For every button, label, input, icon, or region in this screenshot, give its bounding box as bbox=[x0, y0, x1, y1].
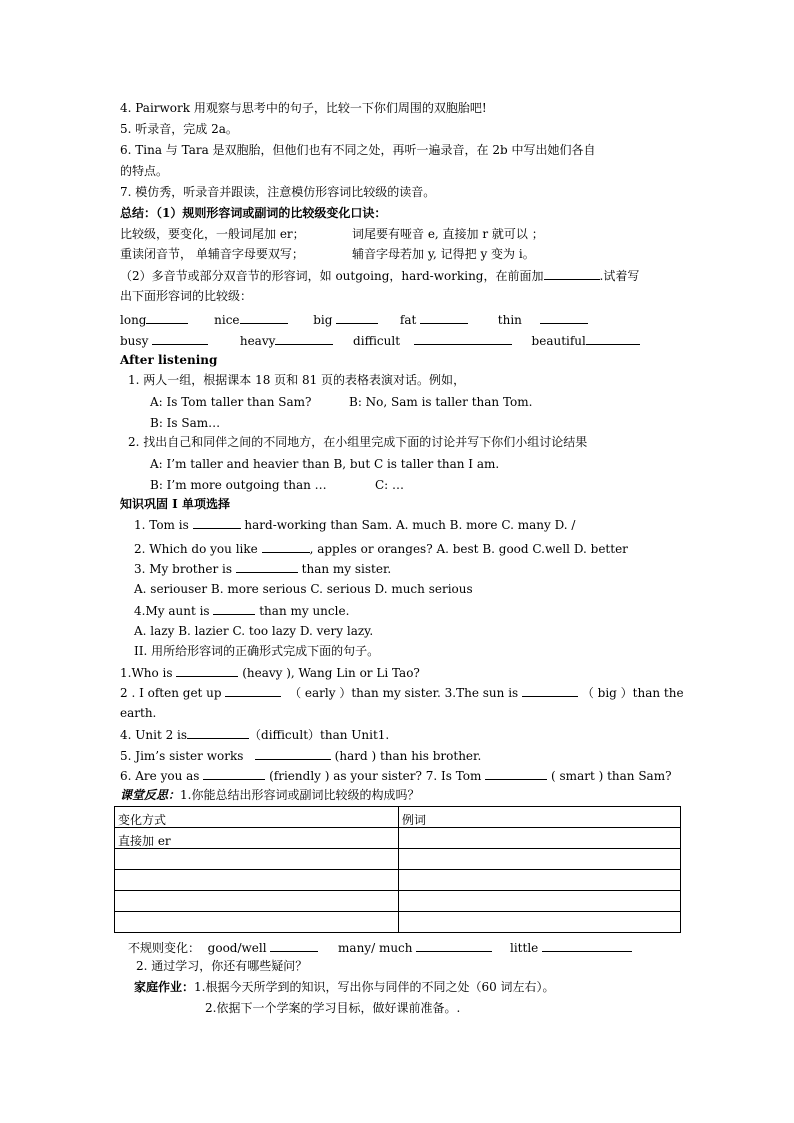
answer-blank[interactable] bbox=[542, 939, 632, 952]
adjective-word: fat bbox=[399, 313, 417, 327]
answer-blank[interactable] bbox=[414, 332, 512, 345]
table-cell[interactable] bbox=[399, 849, 681, 870]
question-2: 2. Which do you like , apples or oranges? A. best B. good C.well D. better bbox=[134, 542, 628, 556]
answer-blank[interactable] bbox=[255, 747, 331, 760]
reflection-label: 课堂反思： bbox=[120, 788, 181, 802]
answer-blank[interactable] bbox=[240, 311, 288, 324]
example-b: B: No, Sam is taller than Tom. bbox=[349, 395, 533, 409]
answer-blank[interactable] bbox=[586, 332, 640, 345]
answer-blank[interactable] bbox=[213, 602, 255, 615]
table-header-cell: 例词 bbox=[399, 807, 681, 828]
question-1: 1. Tom is hard-working than Sam. A. much B. more C. many D. / bbox=[134, 518, 576, 532]
table-row bbox=[115, 891, 681, 912]
table-header-row bbox=[115, 807, 681, 828]
adjective-word: difficult bbox=[353, 334, 401, 348]
rule-line-1a: 比较级，要变化，一般词尾加 er； bbox=[120, 227, 305, 241]
irregular-word: good/well bbox=[207, 941, 267, 955]
table-row bbox=[115, 870, 681, 891]
irregular-label: 不规则变化： bbox=[128, 941, 201, 955]
adjective-word: beautiful bbox=[531, 334, 586, 348]
fill-1: 1.Who is (heavy ), Wang Lin or Li Tao? bbox=[120, 666, 420, 680]
rule-instruction: 出下面形容词的比较级： bbox=[120, 289, 253, 303]
example-b2: B: Is Sam… bbox=[150, 416, 221, 430]
adjective-row-1 bbox=[120, 311, 588, 328]
activity-6: 6. Tina 与 Tara 是双胞胎，但他们也有不同之处，再听一遍录音，在 2b 中写出她们各自 bbox=[120, 143, 596, 157]
table-cell[interactable] bbox=[115, 912, 399, 933]
table-cell[interactable] bbox=[115, 891, 399, 912]
example-a2: A: I’m taller and heavier than B, but C is taller than I am. bbox=[150, 457, 500, 471]
example-b3: B: I’m more outgoing than … bbox=[150, 478, 327, 492]
fill-5: 5. Jim’s sister works (hard ) than his brother. bbox=[120, 749, 482, 763]
reflection-question: 1.你能总结出形容词或副词比较级的构成吗？ bbox=[180, 788, 420, 802]
question-3: 3. My brother is than my sister. bbox=[134, 562, 392, 576]
table-cell[interactable] bbox=[115, 870, 399, 891]
rule-line-2b: 辅音字母若加 y, 记得把 y 变为 i。 bbox=[352, 247, 535, 261]
after-task-2: 2. 找出自己和同伴之间的不同地方，在小组里完成下面的讨论并写下你们小组讨论结果 bbox=[128, 435, 588, 449]
reflection-line bbox=[120, 787, 419, 803]
answer-blank[interactable] bbox=[416, 939, 492, 952]
answer-blank[interactable] bbox=[522, 684, 578, 697]
answer-blank[interactable] bbox=[176, 664, 238, 677]
question-4-options: A. lazy B. lazier C. too lazy D. very lazy. bbox=[134, 624, 374, 638]
answer-blank[interactable] bbox=[152, 332, 208, 345]
fill-6-7: 6. Are you as (friendly ) as your sister? 7. Is Tom ( smart ) than Sam? bbox=[120, 769, 672, 783]
irregular-word: little bbox=[510, 941, 539, 955]
homework-line-1 bbox=[134, 979, 555, 995]
answer-blank[interactable] bbox=[146, 311, 188, 324]
adjective-word: busy bbox=[120, 334, 149, 348]
adjective-word: big bbox=[313, 313, 333, 327]
example-c: C: … bbox=[375, 478, 405, 492]
section-2-heading: II. 用所给形容词的正确形式完成下面的句子。 bbox=[134, 644, 380, 658]
answer-blank[interactable] bbox=[193, 516, 241, 529]
answer-blank[interactable] bbox=[225, 684, 281, 697]
question-4: 4.My aunt is than my uncle. bbox=[134, 604, 350, 618]
table-cell[interactable] bbox=[399, 912, 681, 933]
rule-line-2a: 重读闭音节， 单辅音字母要双写； bbox=[120, 247, 304, 261]
reflection-question-2: 2. 通过学习，你还有哪些疑问？ bbox=[136, 959, 308, 973]
activity-4: 4. Pairwork 用观察与思考中的句子，比较一下你们周围的双胞胎吧! bbox=[120, 101, 487, 115]
exercise-heading: 知识巩固 I 单项选择 bbox=[120, 497, 230, 511]
example-a: A: Is Tom taller than Sam? bbox=[150, 395, 312, 409]
summary-heading: 总结：（1）规则形容词或副词的比较级变化口诀： bbox=[120, 206, 387, 220]
activity-5: 5. 听录音，完成 2a。 bbox=[120, 122, 238, 136]
table-cell[interactable]: 直接加 er bbox=[115, 828, 399, 849]
question-3-options: A. seriouser B. more serious C. serious D. much serious bbox=[134, 582, 473, 596]
after-listening-heading: After listening bbox=[120, 353, 218, 367]
answer-blank[interactable] bbox=[187, 726, 249, 739]
homework-line-2: 2.依据下一个学案的学习目标，做好课前准备。. bbox=[205, 1001, 461, 1015]
table-row bbox=[115, 828, 681, 849]
table-cell[interactable] bbox=[399, 891, 681, 912]
activity-6-cont: 的特点。 bbox=[120, 164, 169, 178]
adjective-word: nice bbox=[214, 313, 240, 327]
answer-blank[interactable] bbox=[275, 332, 333, 345]
answer-blank[interactable] bbox=[262, 540, 310, 553]
comparative-rules-table bbox=[114, 806, 681, 933]
rule-line-1b: 词尾要有哑音 e, 直接加 r 就可以 ； bbox=[352, 227, 544, 241]
answer-blank[interactable] bbox=[270, 939, 318, 952]
rule-multisyllable: （2）多音节或部分双音节的形容词，如 outgoing，hard-working，在前面加 .试着写 bbox=[120, 269, 640, 283]
homework-label: 家庭作业： bbox=[134, 980, 195, 994]
fill-4: 4. Unit 2 is （difficult）than Unit1. bbox=[120, 728, 390, 742]
answer-blank[interactable] bbox=[540, 311, 588, 324]
irregular-word: many/ much bbox=[338, 941, 413, 955]
answer-blank[interactable] bbox=[236, 560, 298, 573]
adjective-word: thin bbox=[497, 313, 522, 327]
table-cell[interactable] bbox=[399, 828, 681, 849]
adjective-word: heavy bbox=[239, 334, 276, 348]
fill-2: 2 . I often get up （ early ）than my sister. 3.The sun is （ big ）than the bbox=[120, 686, 684, 700]
fill-2-cont: earth. bbox=[120, 706, 157, 720]
activity-7: 7. 模仿秀，听录音并跟读，注意模仿形容词比较级的读音。 bbox=[120, 185, 436, 199]
answer-blank[interactable] bbox=[203, 767, 265, 780]
answer-blank[interactable] bbox=[336, 311, 378, 324]
answer-blank[interactable] bbox=[485, 767, 547, 780]
homework-item: 1.根据今天所学到的知识，写出你与同伴的不同之处（60 词左右）。 bbox=[194, 980, 555, 994]
answer-blank[interactable] bbox=[544, 267, 600, 280]
after-task-1: 1. 两人一组，根据课本 18 页和 81 页的表格表演对话。例如， bbox=[128, 373, 466, 387]
adjective-row-2 bbox=[120, 332, 640, 349]
table-header-cell: 变化方式 bbox=[115, 807, 399, 828]
table-cell[interactable] bbox=[399, 870, 681, 891]
table-row bbox=[115, 912, 681, 933]
answer-blank[interactable] bbox=[420, 311, 468, 324]
adjective-word: long bbox=[120, 313, 147, 327]
irregular-line bbox=[128, 939, 632, 956]
table-cell[interactable] bbox=[115, 849, 399, 870]
table-row bbox=[115, 849, 681, 870]
